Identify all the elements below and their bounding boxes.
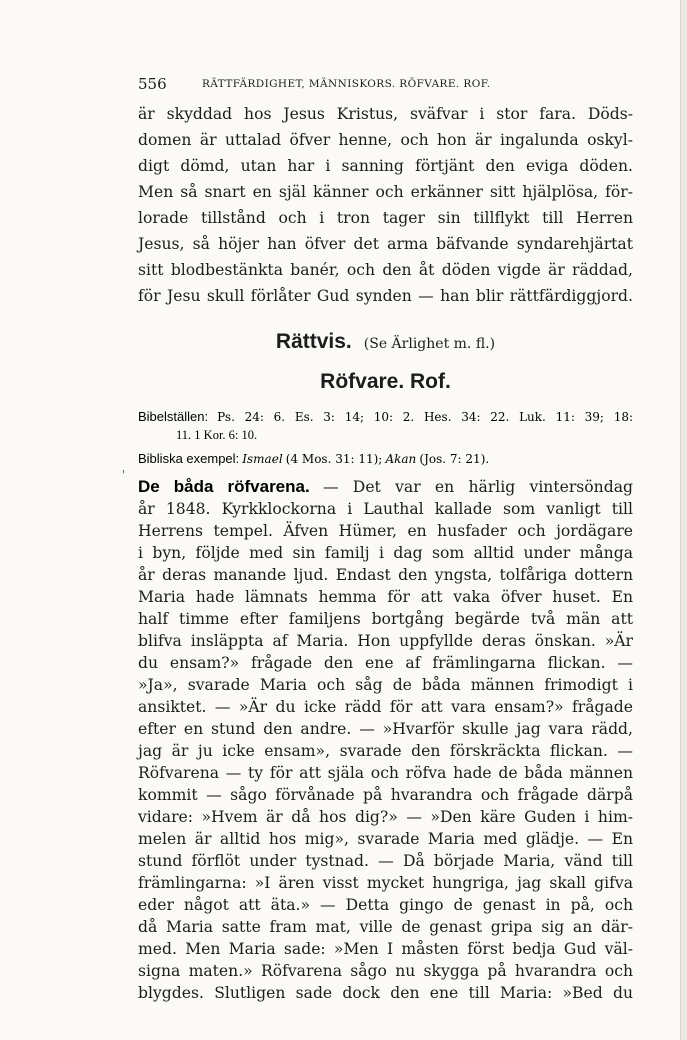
example-reference: (Jos. 7: 21). (419, 452, 490, 466)
text-line: vidare: »Hvem är då hos dig?» — »Den käre Guden i him- (138, 808, 633, 826)
bible-references-continued: 11. 1 Kor. 6: 10. (176, 428, 258, 442)
text-line: efter en stund den andre. — »Hvarför skulle jag vara rädd, (138, 720, 633, 738)
rattvis-reference: (Se Ärlighet m. fl.) (363, 336, 496, 352)
text-line: år 1848. Kyrkklockorna i Lauthal kallade som vanligt till (138, 500, 633, 518)
text-line: jag är ju icke ensam», svarade den förskräckta flickan. — (138, 742, 633, 760)
text-line: blygdes. Slutligen sade dock den ene till Maria: »Bed du (138, 984, 633, 1002)
text-line: domen är uttalad öfver henne, och hon är ingalunda oskyl- (138, 131, 633, 149)
text-line: kommit — sågo förvånade på hvarandra och frågade därpå (138, 786, 633, 804)
story-title: De båda röfvarena. (138, 477, 310, 496)
text-line: Maria hade lämnats hemma för att vaka öfver huset. En (138, 588, 633, 606)
text-line: Röfvarena — ty för att själa och röfva hade de båda männen (138, 764, 633, 782)
text-line: år deras manande ljud. Endast den yngsta, tolfåriga dottern (138, 566, 633, 584)
text-line: du ensam?» frågade den ene af främlingarna flickan. — (138, 654, 633, 672)
text-line: Men så snart en själ känner och erkänner sitt hjälplösa, för- (138, 183, 633, 201)
text-line: ansiktet. — »Är du icke rädd för att vara ensam?» frågade (138, 698, 633, 716)
section-heading: Röfvare. Rof. (320, 370, 451, 393)
example-name: Akan (385, 452, 417, 466)
text-line: digt dömd, utan har i sanning förtjänt den eviga döden. (138, 157, 633, 175)
text-line: signa maten.» Röfvarena sågo nu skygga på hvarandra och (138, 962, 633, 980)
bibelstallen-label: Bibelställen: (138, 409, 209, 424)
page-number: 556 (138, 75, 167, 93)
text-line: med. Men Maria sade: »Men I måsten först bedja Gud väl- (138, 940, 633, 958)
bible-references-line (138, 409, 633, 425)
text-line: Herrens tempel. Äfven Hümer, en husfader och jordägare (138, 522, 633, 540)
rattvis-title: Rättvis. (275, 330, 352, 353)
text-line: främlingarna: »I ären visst mycket hungriga, jag skall gifva (138, 874, 633, 892)
text-line: eder något att äta.» — Detta gingo de genast in på, och (138, 896, 633, 914)
example-name: Ismael (242, 452, 283, 466)
example-reference: (4 Mos. 31: 11); (285, 452, 383, 466)
text-line: då Maria satte fram mat, ville de genast gripa sig an där- (138, 918, 633, 936)
text-line: Jesus, så höjer han öfver det arma bäfvande syndarehjärtat (138, 235, 633, 253)
text-line: lorade tillstånd och i tron tager sin tillflykt till Herren (138, 209, 633, 227)
text-line: stund förflöt under tystnad. — Då började Maria, vänd till (138, 852, 633, 870)
running-title: RÄTTFÄRDIGHET, MÄNNISKORS. RÖFVARE. ROF. (202, 78, 491, 90)
text-line: för Jesu skull förlåter Gud synden — han blir rättfärdiggjord. (138, 287, 633, 305)
text-line: half timme efter familjens bortgång begärde två män att (138, 610, 633, 628)
story-first-line-text: — Det var en härlig vintersöndag (322, 478, 633, 496)
text-line: melen är alltid hos mig», svarade Maria med glädje. — En (138, 830, 633, 848)
story-first-line (138, 477, 633, 497)
text-line: blifva insläppta af Maria. Hon uppfyllde deras önskan. »Är (138, 632, 633, 650)
text-line: i byn, följde med sin familj i dag som alltid under många (138, 544, 633, 562)
rattvis-heading (138, 330, 633, 354)
text-line: sitt blodbestänkta banér, och den åt döden vigde är räddad, (138, 261, 633, 279)
margin-mark: ' (122, 468, 126, 482)
text-line: »Ja», svarade Maria och såg de båda männen frimodigt i (138, 676, 633, 694)
examples-label: Bibliska exempel: (138, 451, 240, 466)
bible-examples-line (138, 451, 633, 467)
page-header (138, 75, 633, 95)
bible-references: Ps. 24: 6. Es. 3: 14; 10: 2. Hes. 34: 22. Luk. 11: 39; 18: (217, 410, 634, 424)
text-line: är skyddad hos Jesus Kristus, sväfvar i stor fara. Döds- (138, 105, 633, 123)
